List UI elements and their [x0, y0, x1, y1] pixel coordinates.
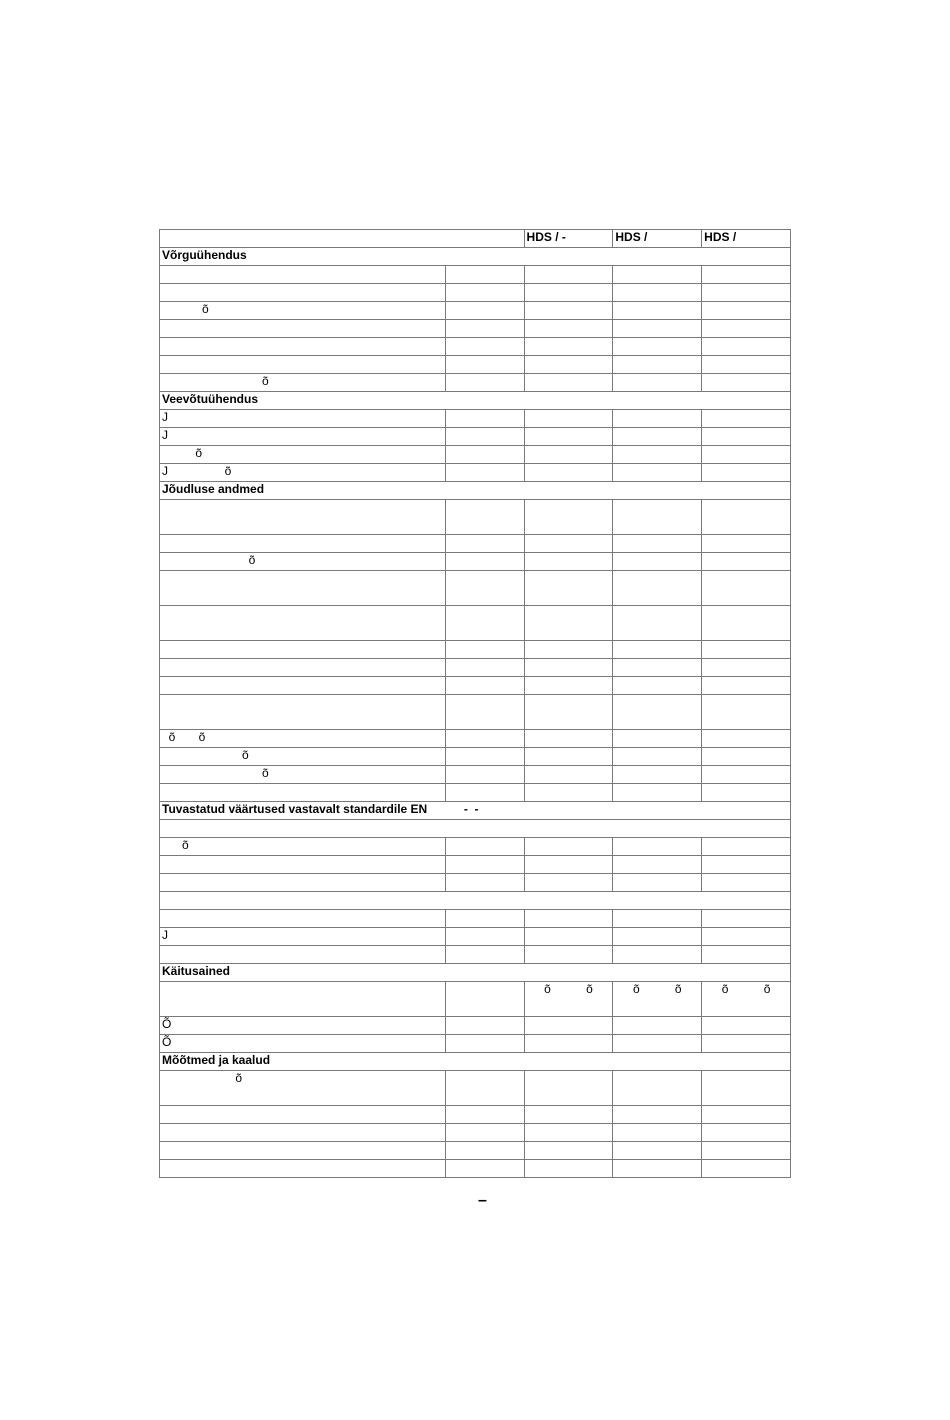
table-row — [160, 535, 791, 553]
value-cell — [446, 1071, 524, 1106]
row-label — [160, 641, 446, 659]
subsection-row — [160, 820, 791, 838]
row-label — [160, 500, 446, 535]
table-row — [160, 571, 791, 606]
value-cell — [613, 695, 702, 730]
table-row — [160, 856, 791, 874]
value-cell — [702, 606, 791, 641]
value-cell — [613, 910, 702, 928]
value-cell — [524, 446, 613, 464]
table-row — [160, 446, 791, 464]
table-row — [160, 374, 791, 392]
value-cell — [446, 302, 524, 320]
value-cell — [613, 1142, 702, 1160]
value-cell — [446, 748, 524, 766]
value-cell — [446, 284, 524, 302]
technical-data-table — [159, 229, 791, 1178]
value-cell — [613, 946, 702, 964]
row-label: õ — [160, 838, 446, 856]
section-row — [160, 392, 791, 410]
value-cell — [702, 659, 791, 677]
value-cell — [524, 1071, 613, 1106]
row-label — [160, 982, 446, 1017]
value-cell — [524, 356, 613, 374]
row-label — [160, 320, 446, 338]
value-cell — [702, 320, 791, 338]
model-header-3: HDS / — [702, 230, 791, 248]
value-cell — [524, 320, 613, 338]
row-label — [160, 1124, 446, 1142]
subsection-row — [160, 892, 791, 910]
table-row — [160, 606, 791, 641]
value-cell — [524, 730, 613, 748]
value-cell — [524, 606, 613, 641]
value-cell — [702, 1142, 791, 1160]
header-empty-cell — [160, 230, 525, 248]
value-cell — [446, 838, 524, 856]
row-label: Õ — [160, 1017, 446, 1035]
value-cell — [702, 1071, 791, 1106]
value-cell — [702, 571, 791, 606]
value-cell — [702, 338, 791, 356]
value-cell — [702, 856, 791, 874]
row-label — [160, 910, 446, 928]
table-row — [160, 302, 791, 320]
value-cell — [524, 1017, 613, 1035]
value-cell — [702, 695, 791, 730]
table-row — [160, 1124, 791, 1142]
value-cell — [613, 374, 702, 392]
value-cell — [524, 553, 613, 571]
value-cell — [613, 730, 702, 748]
value-cell — [524, 838, 613, 856]
table-row — [160, 784, 791, 802]
row-label: õ — [160, 748, 446, 766]
value-cell — [613, 677, 702, 695]
value-cell — [524, 677, 613, 695]
row-label — [160, 1142, 446, 1160]
row-label: õ — [160, 766, 446, 784]
value-cell — [446, 1160, 524, 1178]
table-row — [160, 766, 791, 784]
value-cell — [702, 410, 791, 428]
value-cell — [613, 659, 702, 677]
value-cell — [446, 428, 524, 446]
value-cell — [613, 266, 702, 284]
row-label — [160, 356, 446, 374]
value-cell — [524, 695, 613, 730]
value-cell — [446, 784, 524, 802]
section-row — [160, 1053, 791, 1071]
table-row — [160, 500, 791, 535]
value-cell — [613, 874, 702, 892]
value-cell — [524, 874, 613, 892]
table-row — [160, 1106, 791, 1124]
value-cell — [446, 766, 524, 784]
section-row — [160, 964, 791, 982]
row-label: J — [160, 928, 446, 946]
table-row — [160, 428, 791, 446]
value-cell — [702, 428, 791, 446]
value-cell — [613, 410, 702, 428]
value-cell — [702, 1017, 791, 1035]
fuel-cell-3: õ õ — [702, 982, 791, 1017]
value-cell — [446, 1035, 524, 1053]
row-label — [160, 284, 446, 302]
value-cell — [524, 428, 613, 446]
value-cell — [702, 302, 791, 320]
table-row — [160, 677, 791, 695]
row-label — [160, 1160, 446, 1178]
fuel-cell-1: õ õ — [524, 982, 613, 1017]
row-label: Õ — [160, 1035, 446, 1053]
value-cell — [613, 606, 702, 641]
value-cell — [702, 928, 791, 946]
value-cell — [446, 659, 524, 677]
value-cell — [613, 1071, 702, 1106]
value-cell — [446, 1017, 524, 1035]
row-label — [160, 606, 446, 641]
value-cell — [446, 910, 524, 928]
row-label — [160, 856, 446, 874]
value-cell — [446, 464, 524, 482]
fuel-cell-2: õ õ — [613, 982, 702, 1017]
row-label — [160, 1106, 446, 1124]
value-cell — [613, 500, 702, 535]
row-label — [160, 571, 446, 606]
row-label: õ õ — [160, 730, 446, 748]
row-label — [160, 535, 446, 553]
row-label — [160, 946, 446, 964]
value-cell — [524, 1124, 613, 1142]
value-cell — [702, 838, 791, 856]
table-row — [160, 338, 791, 356]
table-row — [160, 320, 791, 338]
value-cell — [524, 784, 613, 802]
value-cell — [524, 302, 613, 320]
value-cell — [613, 1017, 702, 1035]
value-cell — [702, 748, 791, 766]
table-header-row — [160, 230, 791, 248]
value-cell — [613, 784, 702, 802]
row-label — [160, 874, 446, 892]
value-cell — [524, 266, 613, 284]
value-cell — [613, 1035, 702, 1053]
value-cell — [613, 1160, 702, 1178]
model-header-1: HDS / - — [524, 230, 613, 248]
value-cell — [613, 856, 702, 874]
value-cell — [702, 730, 791, 748]
value-cell — [524, 1160, 613, 1178]
value-cell — [524, 1142, 613, 1160]
value-cell — [446, 1124, 524, 1142]
row-label — [160, 784, 446, 802]
value-cell — [524, 535, 613, 553]
table-row — [160, 982, 791, 1017]
table-row — [160, 266, 791, 284]
row-label: J — [160, 428, 446, 446]
value-cell — [613, 928, 702, 946]
value-cell — [613, 338, 702, 356]
value-cell — [702, 766, 791, 784]
value-cell — [613, 464, 702, 482]
value-cell — [446, 641, 524, 659]
value-cell — [613, 428, 702, 446]
value-cell — [524, 766, 613, 784]
table-row — [160, 1071, 791, 1106]
page-number-dash: – — [478, 1192, 487, 1209]
value-cell — [524, 284, 613, 302]
section-performance: Jõudluse andmed — [160, 482, 791, 500]
value-cell — [702, 266, 791, 284]
value-cell — [524, 410, 613, 428]
table-row — [160, 659, 791, 677]
value-cell — [613, 284, 702, 302]
value-cell — [524, 748, 613, 766]
value-cell — [524, 571, 613, 606]
value-cell — [613, 571, 702, 606]
model-header-2: HDS / — [613, 230, 702, 248]
subsection-empty — [160, 892, 791, 910]
value-cell — [524, 500, 613, 535]
value-cell — [613, 553, 702, 571]
table-row — [160, 464, 791, 482]
value-cell — [446, 266, 524, 284]
value-cell — [613, 1106, 702, 1124]
row-label: õ — [160, 446, 446, 464]
row-label — [160, 695, 446, 730]
value-cell — [702, 946, 791, 964]
table-row — [160, 838, 791, 856]
section-fuels: Käitusained — [160, 964, 791, 982]
value-cell — [702, 446, 791, 464]
section-dimensions: Mõõtmed ja kaalud — [160, 1053, 791, 1071]
table-row — [160, 748, 791, 766]
value-cell — [446, 982, 524, 1017]
value-cell — [446, 856, 524, 874]
table-row — [160, 946, 791, 964]
value-cell — [446, 320, 524, 338]
value-cell — [446, 356, 524, 374]
value-cell — [446, 606, 524, 641]
value-cell — [446, 500, 524, 535]
value-cell — [613, 748, 702, 766]
table-row — [160, 1142, 791, 1160]
value-cell — [702, 641, 791, 659]
value-cell — [702, 784, 791, 802]
value-cell — [446, 338, 524, 356]
value-cell — [446, 446, 524, 464]
value-cell — [702, 535, 791, 553]
value-cell — [613, 838, 702, 856]
value-cell — [702, 677, 791, 695]
table-row — [160, 641, 791, 659]
value-cell — [446, 730, 524, 748]
value-cell — [446, 374, 524, 392]
value-cell — [702, 553, 791, 571]
value-cell — [613, 446, 702, 464]
table-row — [160, 410, 791, 428]
table-row — [160, 1017, 791, 1035]
value-cell — [446, 695, 524, 730]
section-row — [160, 482, 791, 500]
value-cell — [446, 410, 524, 428]
table-row — [160, 695, 791, 730]
value-cell — [446, 946, 524, 964]
value-cell — [446, 928, 524, 946]
value-cell — [702, 1124, 791, 1142]
value-cell — [524, 1106, 613, 1124]
table-row — [160, 910, 791, 928]
value-cell — [524, 338, 613, 356]
section-row — [160, 802, 791, 820]
value-cell — [613, 535, 702, 553]
value-cell — [702, 356, 791, 374]
table-row — [160, 1160, 791, 1178]
row-label — [160, 659, 446, 677]
table-row — [160, 1035, 791, 1053]
value-cell — [702, 284, 791, 302]
value-cell — [702, 464, 791, 482]
table-row — [160, 874, 791, 892]
row-label: õ — [160, 553, 446, 571]
value-cell — [613, 302, 702, 320]
value-cell — [446, 553, 524, 571]
value-cell — [524, 928, 613, 946]
value-cell — [446, 1142, 524, 1160]
section-water: Veevõtuühendus — [160, 392, 791, 410]
section-network: Võrguühendus — [160, 248, 791, 266]
value-cell — [702, 874, 791, 892]
table-row — [160, 730, 791, 748]
value-cell — [524, 910, 613, 928]
value-cell — [524, 1035, 613, 1053]
value-cell — [446, 571, 524, 606]
value-cell — [702, 1106, 791, 1124]
value-cell — [524, 374, 613, 392]
value-cell — [702, 910, 791, 928]
value-cell — [702, 1035, 791, 1053]
row-label — [160, 338, 446, 356]
row-label: õ — [160, 374, 446, 392]
value-cell — [524, 659, 613, 677]
value-cell — [702, 1160, 791, 1178]
value-cell — [613, 766, 702, 784]
value-cell — [702, 500, 791, 535]
row-label: J õ — [160, 464, 446, 482]
section-noise: Tuvastatud väärtused vastavalt standardile EN - - — [160, 802, 791, 820]
value-cell — [446, 874, 524, 892]
value-cell — [524, 856, 613, 874]
table-row — [160, 356, 791, 374]
value-cell — [524, 464, 613, 482]
value-cell — [446, 677, 524, 695]
row-label — [160, 266, 446, 284]
table-row — [160, 284, 791, 302]
value-cell — [613, 320, 702, 338]
value-cell — [446, 1106, 524, 1124]
table-row — [160, 553, 791, 571]
value-cell — [524, 946, 613, 964]
row-label: õ — [160, 302, 446, 320]
value-cell — [613, 356, 702, 374]
row-label — [160, 677, 446, 695]
value-cell — [613, 1124, 702, 1142]
section-row — [160, 248, 791, 266]
value-cell — [524, 641, 613, 659]
value-cell — [446, 535, 524, 553]
row-label: J — [160, 410, 446, 428]
row-label: õ — [160, 1071, 446, 1106]
value-cell — [702, 374, 791, 392]
table-row — [160, 928, 791, 946]
subsection-empty — [160, 820, 791, 838]
value-cell — [613, 641, 702, 659]
